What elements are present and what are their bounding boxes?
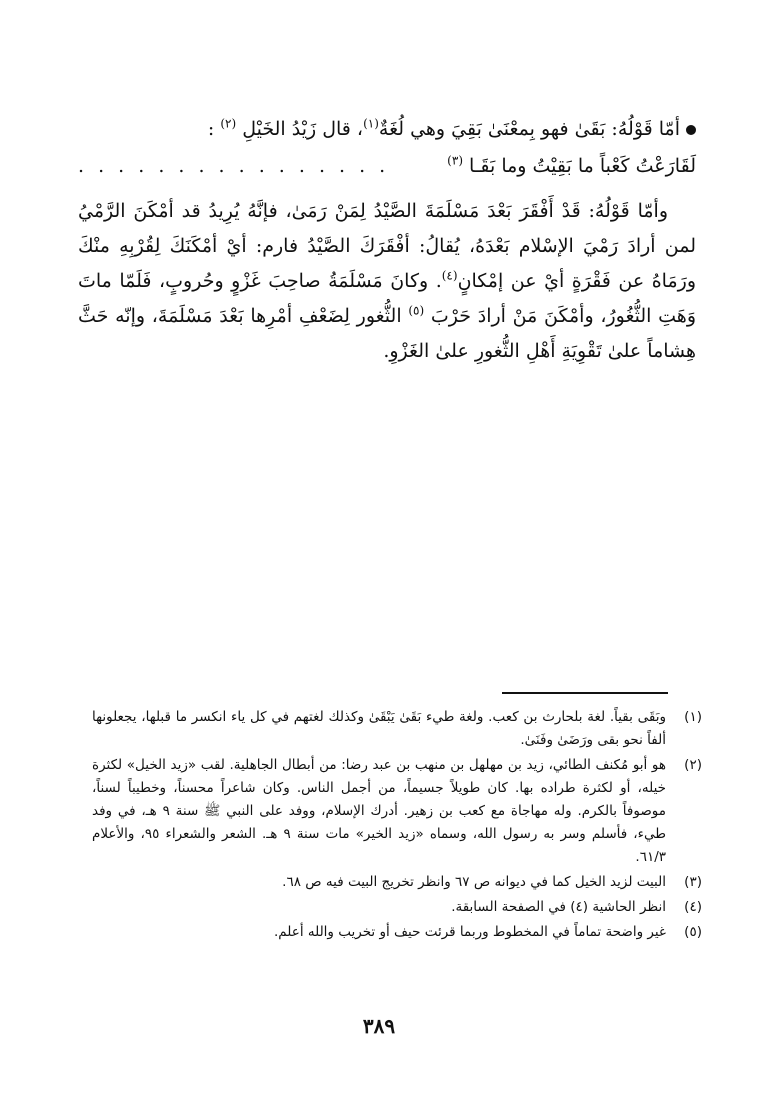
verse-dots: . . . . . . . . . . . . . . . . <box>78 155 390 177</box>
footnote-text: انظر الحاشية (٤) في الصفحة السابقة. <box>451 899 666 915</box>
main-text <box>78 112 696 369</box>
footnote-item <box>92 706 702 752</box>
footnote-text: هو أبو مُكنف الطائي، زيد بن مهلهل بن منهب بن عبد رضا: من أبطال الجاهلية. لقب «زيد الخيل» لكثرة خيله، أو لكثرة طراده بها. كان طويلاً جسيماً، من أجمل الناس. وكان شاعراً محسناً، وخطيباً لسناً، موصوفاً بالكرم. وله مهاجاة مع كعب بن زهير. أدرك الإسلام، ووفد على النبي ﷺ سنة ٩ هـ، في وفد طيء، فأسلم وسر به رسول الله، وسماه «زيد الخير» مات سنة ٩ هـ. الشعر والشعراء ٩٥، والأعلام ٦١/٣. <box>92 757 666 865</box>
footnote-divider <box>502 692 668 694</box>
footnote-text: البيت لزيد الخيل كما في ديوانه ص ٦٧ وانظر تخريج البيت فيه ص ٦٨. <box>282 874 666 890</box>
footnote-number: (٣) <box>684 874 702 890</box>
footnote-item <box>92 921 702 944</box>
verse-line <box>78 149 696 184</box>
paragraph-2: وأمّا قَوْلُهُ: قَدْ أَفْقَرَ بَعْدَ مَسْلَمَةَ الصَّيْدُ لِمَنْ رَمَىٰ، فإنَّهُ يُرِيدُ قد أمْكَنَ الرَّمْيُ لمن أرادَ رَمْيَ الإسْلام بَعْدَهُ، يُقالُ: أفْقَرَكَ الصَّيْدُ فارم: أيْ أمْكَنَكَ لِقُرْبِهِ منْكَ ورَمَاهُ عن فَقْرَةٍ أيْ عن إمْكانٍ$^{(٤)}$. وكانَ مَسْلَمَةُ صاحِبَ غَزْوٍ وحُروبٍ، فَلَمّا ماتَ وَهَتِ الثُّغُورُ، وأمْكَنَ مَنْ أرادَ حَرْبَ $^{(٥)}$ الثُّغور لِضَعْفِ أمْرِها بَعْدَ مَسْلَمَةَ، وإنّه حَثَّ هِشاماً علىٰ تَقْوِيَةِ أَهْلِ الثُّغورِ علىٰ الغَزْوِ. <box>78 200 697 362</box>
page-number: ٣٨٩ <box>362 1014 396 1038</box>
footnote-ref-4[interactable]: (٤) <box>441 268 458 283</box>
footnote-number: (٤) <box>684 899 702 915</box>
footnote-ref-5[interactable]: (٥) <box>408 303 425 318</box>
footnote-text: وبَقَى بقياً. لغة بلحارث بن كعب. ولغة طيء بَقَىٰ يَبْقَىٰ وكذلك لغتهم في كل ياء انكسر ما قبلها، يجعلونها ألفاً نحو بقى ورَضَىٰ وفَنَىٰ. <box>92 709 666 748</box>
footnote-item <box>92 896 702 919</box>
footnote-item <box>92 871 702 894</box>
footnote-number: (٢) <box>684 757 702 773</box>
footnote-number: (١) <box>684 709 702 725</box>
footnote-number: (٥) <box>684 924 702 940</box>
verse-hemistich: لَقَارَعْتُ كَعْباً ما بَقِيْتُ وما بَقَـا $^{(٣)}$ <box>447 153 696 177</box>
footnote-ref-2[interactable]: (٢) <box>220 116 237 131</box>
footnote-item <box>92 754 702 869</box>
paragraph-1: أمّا قَوْلُهُ: بَقَىٰ فهو بِمعْنَىٰ بَقِيَ وهي لُغَةٌ$^{(١)}$، قال زَيْدُ الخَيْلِ $^{(٢)}$ : <box>78 112 696 147</box>
footnotes <box>92 706 702 946</box>
footnote-text: غير واضحة تماماً في المخطوط وربما قرئت حيف أو تخريب والله أعلم. <box>274 924 666 940</box>
bullet-icon <box>686 125 696 135</box>
footnote-ref-3[interactable]: (٣) <box>447 153 463 168</box>
footnote-ref-1[interactable]: (١) <box>363 116 379 131</box>
